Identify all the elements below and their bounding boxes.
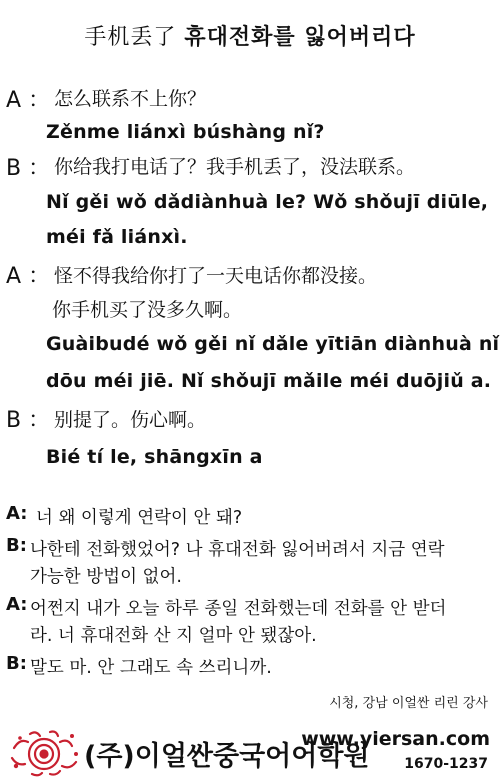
speaker-label: B: [6,535,27,556]
speaker-label: A ： [6,88,51,113]
speaker-label: A: [6,594,28,615]
website-url: www.yiersan.com [301,728,490,750]
korean-line: 나한테 전화했었어? 나 휴대전화 잃어버려서 지금 연락 [30,540,445,560]
speaker-label: B ： [6,408,51,433]
yiersan-logo-icon [6,726,82,778]
pinyin-line: Nǐ gěi wǒ dǎdiànhuà le? Wǒ shǒujī diūle, [46,191,489,213]
title-korean: 휴대전화를 잃어버리다 [184,25,416,50]
korean-line: 너 왜 이렇게 연락이 안 돼? [36,508,243,528]
pinyin-line: Bié tí le, shāngxīn a [46,446,263,468]
speaker-label: B ： [6,156,51,181]
chinese-line: 你手机买了没多久啊。 [52,299,243,321]
brand-name: (주)이얼싼중국어어학원 [84,741,370,772]
chinese-line: 别提了。伤心啊。 [54,409,207,431]
korean-line: 라. 너 휴대전화 산 지 얼마 안 됐잖아. [30,626,317,646]
speaker-label: A: [6,503,28,524]
title-chinese: 手机丢了 [84,25,177,50]
pinyin-line: dōu méi jiē. Nǐ shǒujī mǎile méi duōjiǔ a. [46,370,492,392]
chinese-line: 怎么联系不上你？ [54,88,207,110]
credit-line: 시청, 강남 이얼싼 리린 강사 [329,696,488,711]
korean-line: 어쩐지 내가 오늘 하루 종일 전화했는데 전화를 안 받더 [30,599,447,619]
chinese-line: 你给我打电话了？我手机丢了，没法联系。 [54,156,416,178]
phone-number: 1670-1237 [404,756,488,772]
speaker-label: A ： [6,264,51,289]
korean-line: 가능한 방법이 없어. [30,567,182,587]
speaker-label: B: [6,653,27,674]
pinyin-line: méi fǎ liánxì. [46,226,188,248]
chinese-line: 怪不得我给你打了一天电话你都没接。 [54,265,378,287]
footer [0,722,500,782]
pinyin-line: Guàibudé wǒ gěi nǐ dǎle yītiān diànhuà nǐ [46,333,500,355]
korean-line: 말도 마. 안 그래도 속 쓰리니까. [30,658,272,678]
pinyin-line: Zěnme liánxì búshàng nǐ? [46,121,325,143]
